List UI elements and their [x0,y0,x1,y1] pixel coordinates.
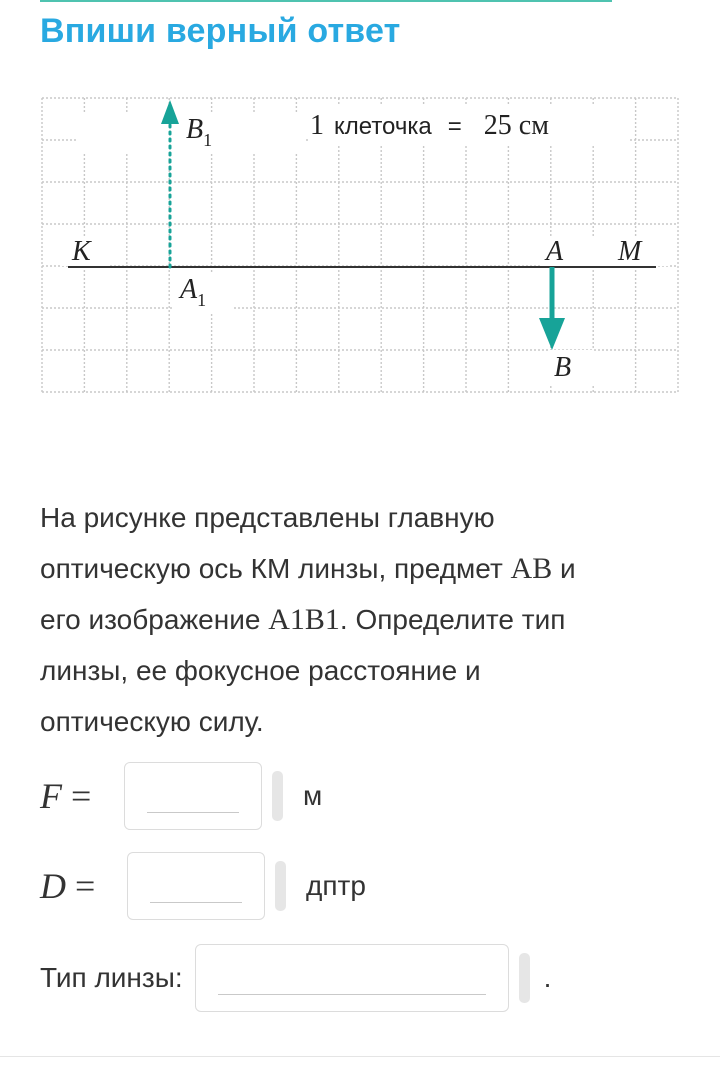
optical-power-label: D = [40,866,96,906]
task-line [40,594,690,645]
focal-length-row [40,762,322,830]
task-line: оптическую силу. [40,706,264,737]
drag-handle[interactable] [272,771,283,821]
drag-handle[interactable] [275,861,286,911]
task-text-part: и [552,553,576,584]
object-arrow-head [539,318,565,350]
page-title: Впиши верный ответ [40,12,401,50]
image-arrow-head [161,100,179,124]
lens-type-suffix: . [543,962,552,993]
lens-type-input[interactable] [195,944,509,1012]
symbol-ab: AB [510,552,553,585]
task-text [40,492,690,747]
symbol-a1b1: A1B1 [268,603,340,636]
top-accent-line [40,0,612,2]
focal-length-unit: м [303,780,323,811]
task-line [40,543,690,594]
label-b: B [554,352,572,383]
task-line: На рисунке представлены главную [40,502,495,533]
lens-type-row [40,944,551,1012]
task-text-part: . Определите тип [339,604,566,635]
optics-figure [40,96,680,396]
scale-label: 1 клеточка = 25 см [310,110,549,141]
label-m: M [618,236,642,267]
focal-length-input[interactable] [124,762,262,830]
optical-power-unit: дптр [306,870,366,901]
label-a1: $A_1$ [180,274,207,310]
drag-handle[interactable] [519,953,530,1003]
bottom-divider [0,1056,720,1057]
label-b1: $B_1$ [186,114,213,150]
optics-diagram [40,96,680,396]
task-text-part: оптическую ось КМ линзы, предмет [40,553,511,584]
optical-power-input[interactable] [127,852,265,920]
label-a: A [546,236,564,267]
lens-type-label: Тип линзы: [40,962,183,993]
focal-length-label: F = [40,776,92,816]
label-k: K [72,236,91,267]
optical-power-row [40,852,366,920]
task-text-part: его изображение [40,604,269,635]
task-line: линзы, ее фокусное расстояние и [40,655,481,686]
